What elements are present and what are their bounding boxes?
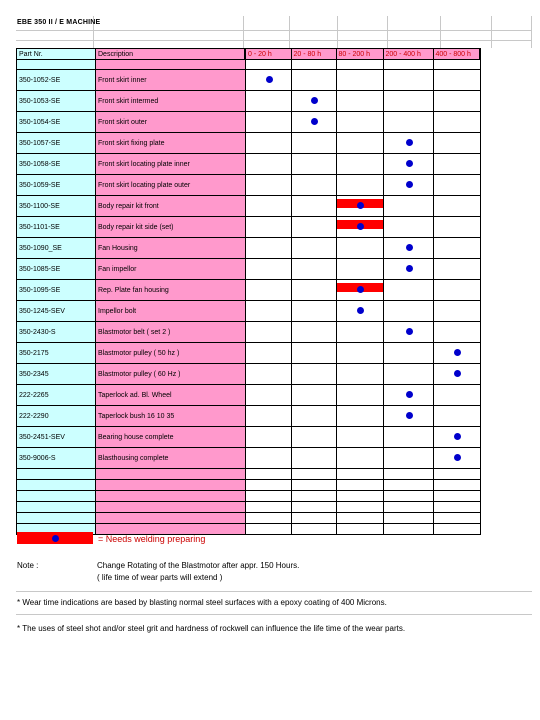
wear-interval-cell (245, 91, 291, 112)
description-cell: Front skirt outer (96, 112, 246, 133)
wear-interval-cell (291, 91, 336, 112)
wear-marker-icon (406, 412, 413, 419)
wear-interval-cell (433, 175, 480, 196)
wear-interval-cell (383, 133, 433, 154)
part-number-cell: 350-1095-SE (17, 280, 96, 301)
wear-interval-cell (291, 70, 336, 91)
sheet-gridline (531, 16, 532, 48)
wear-marker-icon (357, 307, 364, 314)
table-row (17, 301, 481, 322)
wear-interval-cell (336, 448, 383, 469)
sheet-gridline (243, 16, 244, 48)
table-row (17, 175, 481, 196)
description-cell: Taperlock ad. Bl. Wheel (96, 385, 246, 406)
wear-interval-cell (433, 406, 480, 427)
wear-interval-cell (336, 322, 383, 343)
wear-interval-cell (245, 343, 291, 364)
wear-marker-icon (311, 118, 318, 125)
wear-interval-cell (245, 280, 291, 301)
wear-interval-cell (291, 133, 336, 154)
wear-interval-cell (245, 301, 291, 322)
wear-interval-cell (245, 112, 291, 133)
sheet-gridline (16, 614, 532, 615)
table-empty-row (17, 491, 481, 502)
wear-interval-cell (433, 301, 480, 322)
table-header-row (17, 49, 481, 60)
wear-interval-cell (383, 448, 433, 469)
wear-interval-cell (245, 322, 291, 343)
wear-marker-icon (357, 286, 364, 293)
wear-interval-cell (336, 385, 383, 406)
welding-legend-text: = Needs welding preparing (98, 534, 206, 544)
wear-interval-cell (433, 238, 480, 259)
header-wear-200-400: 200 - 400 h (383, 49, 433, 60)
header-part-nr: Part Nr. (17, 49, 96, 60)
wear-interval-cell (433, 217, 480, 238)
wear-marker-icon (406, 160, 413, 167)
wear-interval-cell (433, 196, 480, 217)
footnote-wear-time: * Wear time indications are based by blasting normal steel surfaces with a epoxy coating of 400 Microns. (17, 598, 387, 607)
table-row (17, 217, 481, 238)
description-cell: Rep. Plate fan housing (96, 280, 246, 301)
wear-interval-cell (383, 70, 433, 91)
part-number-cell: 350-9006-S (17, 448, 96, 469)
header-description: Description (96, 49, 246, 60)
description-cell: Blastmotor pulley ( 50 hz ) (96, 343, 246, 364)
wear-interval-cell (383, 217, 433, 238)
wear-interval-cell (291, 364, 336, 385)
wear-interval-cell (336, 154, 383, 175)
wear-interval-cell (291, 343, 336, 364)
wear-interval-cell (336, 238, 383, 259)
wear-interval-cell (433, 259, 480, 280)
table-row (17, 112, 481, 133)
sheet-gridline (440, 16, 441, 48)
wear-marker-icon (454, 349, 461, 356)
description-cell: Front skirt inner (96, 70, 246, 91)
wear-interval-cell (336, 91, 383, 112)
wear-interval-cell (433, 133, 480, 154)
note-line-2: ( life time of wear parts will extend ) (97, 573, 223, 582)
table-row (17, 343, 481, 364)
wear-interval-cell (383, 196, 433, 217)
wear-interval-cell (336, 112, 383, 133)
part-number-cell: 350-1059-SE (17, 175, 96, 196)
table-row (17, 322, 481, 343)
sheet-gridline (289, 16, 290, 48)
wear-interval-cell (245, 238, 291, 259)
wear-interval-cell (383, 406, 433, 427)
wear-marker-icon (406, 139, 413, 146)
wear-interval-cell (336, 364, 383, 385)
wear-interval-cell (383, 175, 433, 196)
part-number-cell: 350-1054-SE (17, 112, 96, 133)
wear-marker-icon (357, 223, 364, 230)
wear-interval-cell (291, 301, 336, 322)
wear-interval-cell (383, 301, 433, 322)
wear-marker-icon (406, 244, 413, 251)
table-row (17, 133, 481, 154)
footnote-steel-shot: * The uses of steel shot and/or steel grit and hardness of rockwell can influence the life time of the wear parts. (17, 624, 406, 633)
table-row (17, 91, 481, 112)
table-row (17, 448, 481, 469)
wear-interval-cell (433, 343, 480, 364)
part-number-cell: 350-2175 (17, 343, 96, 364)
table-empty-row (17, 480, 481, 491)
wear-interval-cell (245, 70, 291, 91)
wear-interval-cell (245, 196, 291, 217)
part-number-cell: 350-1052-SE (17, 70, 96, 91)
description-cell: Front skirt intermed (96, 91, 246, 112)
table-row (17, 280, 481, 301)
table-row (17, 238, 481, 259)
sheet-gridline (337, 16, 338, 48)
wear-interval-cell (291, 427, 336, 448)
sheet-gridline (491, 16, 492, 48)
wear-interval-cell (245, 448, 291, 469)
note-label: Note : (17, 561, 39, 570)
part-number-cell: 350-1245-SEV (17, 301, 96, 322)
header-wear-80-200: 80 - 200 h (336, 49, 383, 60)
wear-interval-cell (291, 196, 336, 217)
wear-interval-cell (336, 280, 383, 301)
sheet-gridline (387, 16, 388, 48)
wear-interval-cell (336, 175, 383, 196)
description-cell: Taperlock bush 16 10 35 (96, 406, 246, 427)
header-wear-0-20: 0 - 20 h (245, 49, 291, 60)
wear-marker-icon (454, 454, 461, 461)
part-number-cell: 222-2290 (17, 406, 96, 427)
wear-interval-cell (383, 238, 433, 259)
description-cell: Front skirt locating plate inner (96, 154, 246, 175)
wear-marker-icon (406, 391, 413, 398)
wear-interval-cell (245, 364, 291, 385)
wear-interval-cell (291, 112, 336, 133)
part-number-cell: 350-1090_SE (17, 238, 96, 259)
description-cell: Front skirt fixing plate (96, 133, 246, 154)
wear-interval-cell (433, 385, 480, 406)
wear-parts-table (16, 48, 481, 535)
description-cell: Fan impellor (96, 259, 246, 280)
note-line-1: Change Rotating of the Blastmotor after appr. 150 Hours. (97, 561, 300, 570)
part-number-cell: 350-1053-SE (17, 91, 96, 112)
wear-interval-cell (433, 154, 480, 175)
wear-interval-cell (433, 70, 480, 91)
wear-interval-cell (383, 322, 433, 343)
wear-marker-icon (454, 370, 461, 377)
part-number-cell: 350-1085-SE (17, 259, 96, 280)
wear-interval-cell (245, 217, 291, 238)
table-empty-row (17, 469, 481, 480)
wear-interval-cell (291, 259, 336, 280)
header-wear-20-80: 20 - 80 h (291, 49, 336, 60)
part-number-cell: 222-2265 (17, 385, 96, 406)
wear-interval-cell (245, 427, 291, 448)
wear-interval-cell (383, 112, 433, 133)
wear-interval-cell (383, 385, 433, 406)
description-cell: Front skirt locating plate outer (96, 175, 246, 196)
wear-interval-cell (433, 364, 480, 385)
part-number-cell: 350-1058-SE (17, 154, 96, 175)
wear-interval-cell (336, 427, 383, 448)
part-number-cell: 350-1101-SE (17, 217, 96, 238)
wear-interval-cell (291, 175, 336, 196)
wear-interval-cell (291, 280, 336, 301)
description-cell: Bearing house complete (96, 427, 246, 448)
wear-interval-cell (383, 154, 433, 175)
description-cell: Blastmotor belt ( set 2 ) (96, 322, 246, 343)
table-row (17, 70, 481, 91)
wear-interval-cell (383, 91, 433, 112)
wear-interval-cell (433, 91, 480, 112)
wear-marker-icon (266, 76, 273, 83)
wear-interval-cell (383, 427, 433, 448)
wear-marker-icon (357, 202, 364, 209)
table-row (17, 406, 481, 427)
wear-interval-cell (245, 259, 291, 280)
wear-interval-cell (383, 259, 433, 280)
wear-interval-cell (383, 280, 433, 301)
description-cell: Body repair kit side (set) (96, 217, 246, 238)
table-row (17, 259, 481, 280)
wear-interval-cell (291, 385, 336, 406)
part-number-cell: 350-1100-SE (17, 196, 96, 217)
table-row (17, 154, 481, 175)
description-cell: Body repair kit front (96, 196, 246, 217)
wear-interval-cell (383, 343, 433, 364)
wear-marker-icon (52, 535, 59, 542)
wear-marker-icon (454, 433, 461, 440)
part-number-cell: 350-2345 (17, 364, 96, 385)
wear-interval-cell (383, 364, 433, 385)
part-number-cell: 350-1057-SE (17, 133, 96, 154)
wear-interval-cell (291, 238, 336, 259)
wear-interval-cell (336, 259, 383, 280)
wear-interval-cell (245, 175, 291, 196)
part-number-cell: 350-2451-SEV (17, 427, 96, 448)
description-cell: Fan Housing (96, 238, 246, 259)
sheet-gridline (16, 591, 532, 592)
welding-legend-swatch (17, 532, 93, 544)
wear-interval-cell (336, 406, 383, 427)
wear-interval-cell (245, 385, 291, 406)
wear-interval-cell (291, 406, 336, 427)
wear-interval-cell (433, 280, 480, 301)
table-row (17, 196, 481, 217)
description-cell: Blastmotor pulley ( 60 Hz ) (96, 364, 246, 385)
wear-marker-icon (406, 328, 413, 335)
table-row (17, 364, 481, 385)
wear-interval-cell (336, 301, 383, 322)
description-cell: Impellor bolt (96, 301, 246, 322)
header-wear-400-800: 400 - 800 h (433, 49, 480, 60)
wear-interval-cell (245, 406, 291, 427)
wear-interval-cell (336, 70, 383, 91)
table-row (17, 385, 481, 406)
table-empty-row (17, 502, 481, 513)
wear-interval-cell (245, 133, 291, 154)
wear-marker-icon (406, 181, 413, 188)
table-row (17, 427, 481, 448)
wear-interval-cell (433, 322, 480, 343)
table-empty-row (17, 513, 481, 524)
wear-marker-icon (311, 97, 318, 104)
wear-interval-cell (291, 154, 336, 175)
wear-interval-cell (336, 217, 383, 238)
wear-interval-cell (433, 448, 480, 469)
wear-interval-cell (291, 217, 336, 238)
wear-interval-cell (336, 196, 383, 217)
wear-marker-icon (406, 265, 413, 272)
sheet-title: EBE 350 II / E MACHINE (17, 19, 101, 26)
wear-interval-cell (433, 427, 480, 448)
table-body (17, 70, 481, 469)
description-cell: Blasthousing complete (96, 448, 246, 469)
table-spacer-row (17, 60, 481, 70)
wear-interval-cell (336, 343, 383, 364)
wear-interval-cell (245, 154, 291, 175)
wear-interval-cell (291, 322, 336, 343)
wear-interval-cell (291, 448, 336, 469)
wear-interval-cell (433, 112, 480, 133)
wear-interval-cell (336, 133, 383, 154)
part-number-cell: 350-2430-S (17, 322, 96, 343)
